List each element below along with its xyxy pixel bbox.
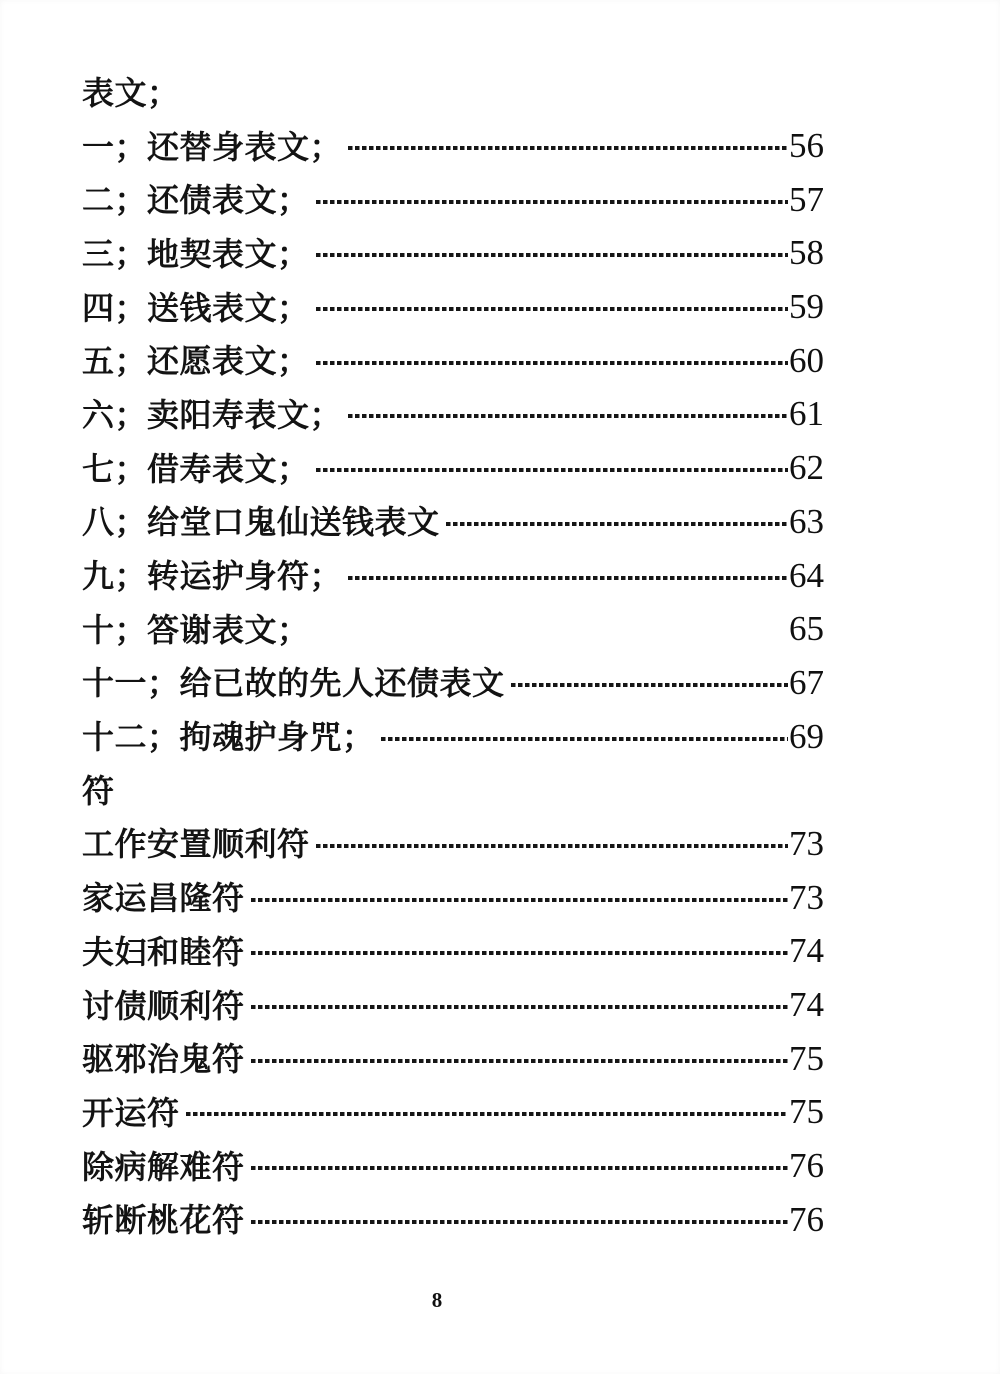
toc-entry-label: 十；答谢表文； bbox=[82, 611, 310, 648]
toc-entry bbox=[82, 869, 824, 923]
toc-entry-page: 65 bbox=[789, 609, 824, 649]
dash-leader bbox=[251, 1166, 788, 1170]
toc-entry-page: 73 bbox=[789, 823, 824, 863]
toc-entry-label: 驱邪治鬼符 bbox=[82, 1041, 245, 1078]
toc-entry bbox=[82, 279, 824, 333]
section-heading: 符 bbox=[82, 772, 115, 809]
toc-entry-label: 夫妇和睦符 bbox=[82, 933, 245, 970]
dash-leader bbox=[316, 307, 788, 311]
toc-entry bbox=[82, 708, 824, 762]
toc-entry bbox=[82, 601, 824, 655]
section-heading: 表文； bbox=[82, 74, 180, 111]
dash-leader bbox=[186, 1112, 788, 1116]
dash-leader bbox=[348, 576, 788, 580]
dash-leader bbox=[316, 200, 788, 204]
toc-entry-page: 62 bbox=[789, 448, 824, 488]
toc-entry bbox=[82, 547, 824, 601]
toc-entry bbox=[82, 977, 824, 1031]
toc-entry-label: 斩断桃花符 bbox=[82, 1202, 245, 1239]
toc-entry bbox=[82, 171, 824, 225]
dash-leader bbox=[251, 1220, 788, 1224]
toc-entry-label: 六；卖阳寿表文； bbox=[82, 396, 343, 433]
toc-entry bbox=[82, 1138, 824, 1192]
toc-content bbox=[82, 64, 824, 1245]
toc-entry bbox=[82, 923, 824, 977]
toc-entry bbox=[82, 225, 824, 279]
toc-entry-page: 74 bbox=[789, 985, 824, 1025]
dash-leader bbox=[348, 414, 788, 418]
dash-leader bbox=[251, 951, 788, 955]
toc-entry-page: 56 bbox=[789, 126, 824, 166]
dash-leader bbox=[251, 1005, 788, 1009]
toc-entry-page: 58 bbox=[789, 233, 824, 273]
toc-entry-label: 三；地契表文； bbox=[82, 235, 310, 272]
toc-entry-page: 59 bbox=[789, 287, 824, 327]
dash-leader bbox=[251, 898, 788, 902]
dash-leader bbox=[381, 737, 788, 741]
toc-entry-page: 69 bbox=[789, 716, 824, 756]
toc-entry-page: 64 bbox=[789, 555, 824, 595]
toc-entry-label: 家运昌隆符 bbox=[82, 880, 245, 917]
dash-leader bbox=[348, 146, 788, 150]
toc-entry-label: 九；转运护身符； bbox=[82, 558, 343, 595]
toc-entry-label: 讨债顺利符 bbox=[82, 987, 245, 1024]
toc-entry-label: 十一；给已故的先人还债表文 bbox=[82, 665, 505, 702]
toc-entry bbox=[82, 118, 824, 172]
toc-entry bbox=[82, 386, 824, 440]
blank-leader bbox=[316, 629, 788, 633]
toc-entry-page: 63 bbox=[789, 501, 824, 541]
toc-entry-page: 57 bbox=[789, 179, 824, 219]
toc-entry bbox=[82, 1030, 824, 1084]
dash-leader bbox=[511, 683, 788, 687]
toc-entry-label: 开运符 bbox=[82, 1094, 180, 1131]
toc-entry-page: 76 bbox=[789, 1199, 824, 1239]
toc-entry-label: 十二；拘魂护身咒； bbox=[82, 719, 375, 756]
toc-entry bbox=[82, 332, 824, 386]
toc-entry-page: 61 bbox=[789, 394, 824, 434]
dash-leader bbox=[316, 468, 788, 472]
toc-entry-label: 四；送钱表文； bbox=[82, 289, 310, 326]
toc-entry bbox=[82, 494, 824, 548]
toc-entry-page: 75 bbox=[789, 1038, 824, 1078]
toc-entry-page: 73 bbox=[789, 877, 824, 917]
toc-entry-label: 七；借寿表文； bbox=[82, 450, 310, 487]
dash-leader bbox=[251, 1059, 788, 1063]
dash-leader bbox=[316, 361, 788, 365]
dash-leader bbox=[316, 253, 788, 257]
toc-entry-label: 一；还替身表文； bbox=[82, 128, 343, 165]
toc-entry bbox=[82, 1084, 824, 1138]
toc-entry bbox=[82, 816, 824, 870]
toc-entry-label: 二；还债表文； bbox=[82, 182, 310, 219]
toc-entry-page: 60 bbox=[789, 340, 824, 380]
toc-entry-page: 75 bbox=[789, 1092, 824, 1132]
toc-entry-label: 工作安置顺利符 bbox=[82, 826, 310, 863]
toc-entry-label: 五；还愿表文； bbox=[82, 343, 310, 380]
toc-entry-label: 除病解难符 bbox=[82, 1148, 245, 1185]
section-heading-row bbox=[82, 64, 824, 118]
toc-entry bbox=[82, 440, 824, 494]
toc-entry-label: 八；给堂口鬼仙送钱表文 bbox=[82, 504, 440, 541]
toc-entry bbox=[82, 655, 824, 709]
section-heading-row bbox=[82, 762, 824, 816]
dash-leader bbox=[316, 844, 788, 848]
toc-entry-page: 74 bbox=[789, 931, 824, 971]
toc-entry-page: 76 bbox=[789, 1146, 824, 1186]
toc-entry-page: 67 bbox=[789, 662, 824, 702]
dash-leader bbox=[446, 522, 788, 526]
footer-page-number: 8 bbox=[431, 1288, 443, 1312]
toc-entry bbox=[82, 1191, 824, 1245]
